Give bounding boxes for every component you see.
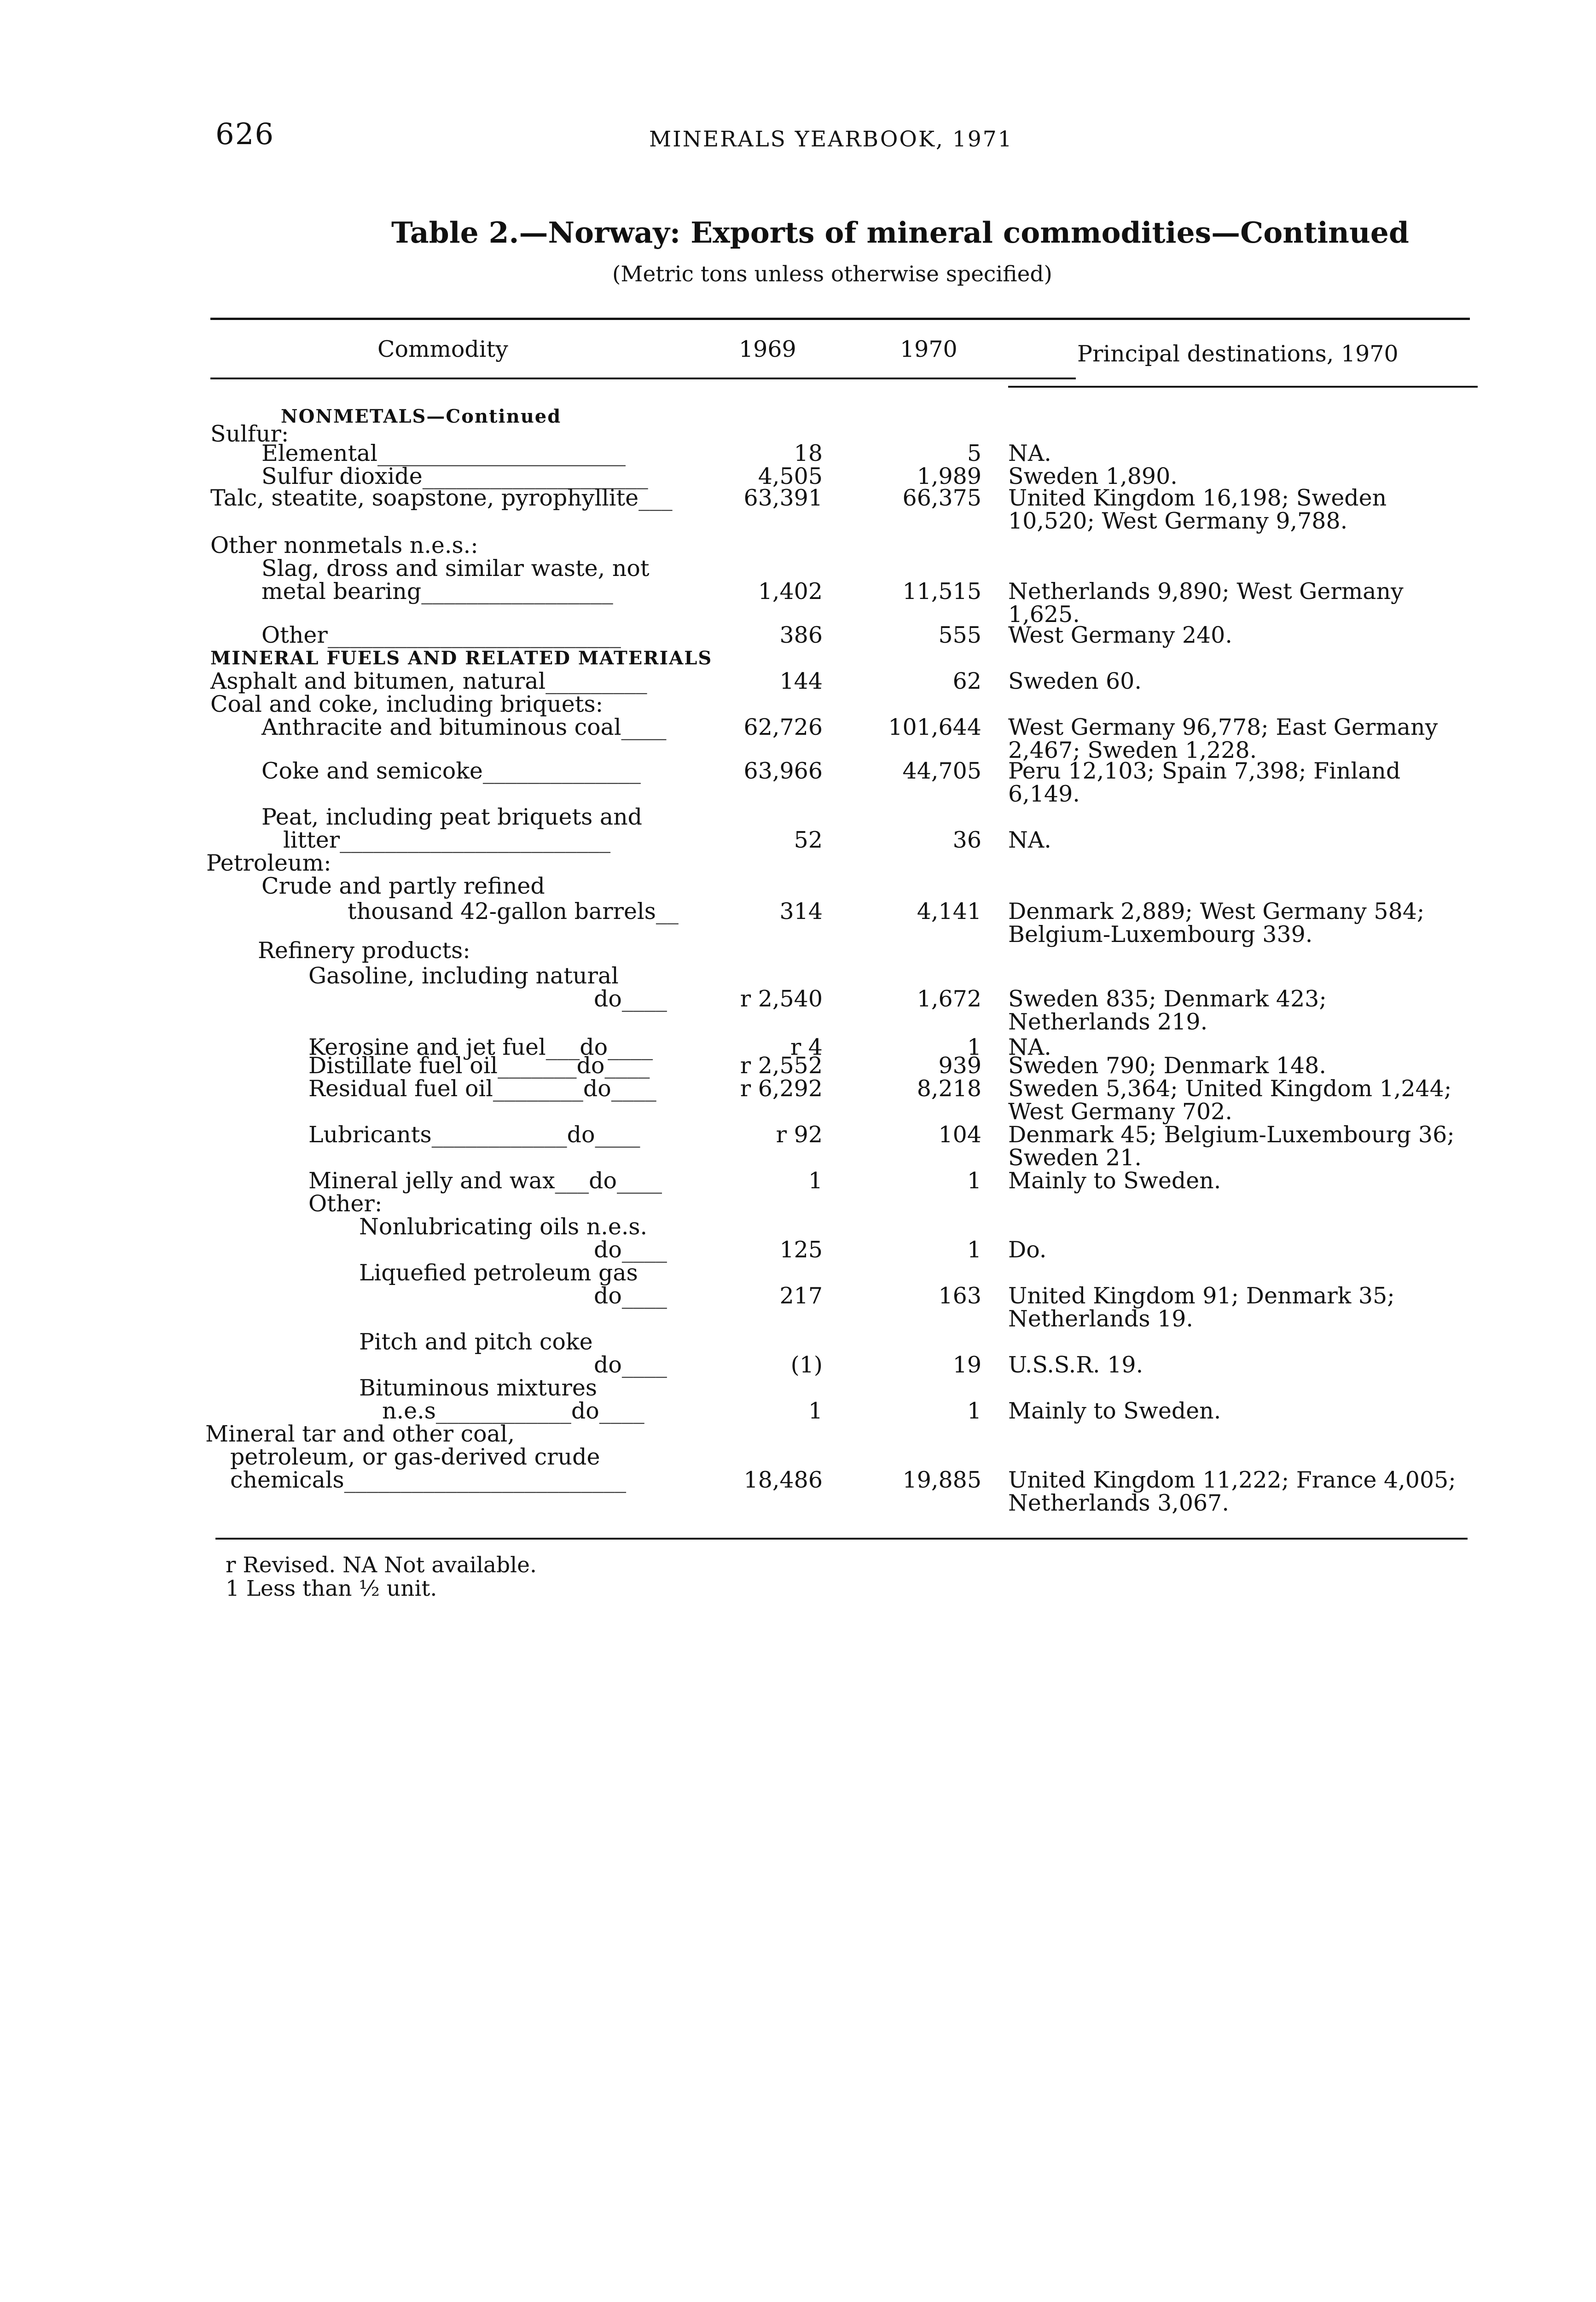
row-value-1970: 163 <box>938 1283 981 1309</box>
row-commodity: Crude and partly refined <box>261 873 545 899</box>
row-value-1969: 1,402 <box>758 578 823 605</box>
row-commodity: Gasoline, including natural <box>308 963 619 989</box>
row-commodity: Coal and coke, including briquets: <box>210 691 604 717</box>
row-value-1970: 101,644 <box>888 714 981 740</box>
row-destinations: Do. <box>1008 1237 1047 1263</box>
footnote-less-than: 1 Less than ½ unit. <box>226 1576 437 1601</box>
row-destinations: West Germany 240. <box>1008 622 1232 648</box>
row-commodity: Coke and semicoke______________ <box>261 758 641 784</box>
row-destinations: Sweden 1,890. <box>1008 463 1178 489</box>
row-value-1970: 19 <box>952 1352 981 1378</box>
table-subtitle: (Metric tons unless otherwise specified) <box>612 262 1052 287</box>
row-value-1970: 104 <box>938 1122 981 1148</box>
row-value-1970: 1 <box>967 1398 981 1424</box>
row-destinations: West Germany 96,778; East Germany 2,467; Sweden 1,228. <box>1008 714 1438 763</box>
row-value-1969: r 2,540 <box>740 986 823 1012</box>
row-destinations: NA. <box>1008 827 1051 853</box>
row-commodity: Other nonmetals n.e.s.: <box>210 532 478 558</box>
row-commodity: petroleum, or gas-derived crude <box>230 1444 600 1470</box>
row-commodity: Anthracite and bituminous coal____ <box>261 714 667 740</box>
row-value-1969: 125 <box>779 1237 823 1263</box>
row-commodity: Talc, steatite, soapstone, pyrophyllite___ <box>210 485 673 511</box>
row-commodity: Liquefied petroleum gas <box>359 1260 638 1286</box>
row-value-1969: 144 <box>779 668 823 694</box>
row-value-1969: 52 <box>794 827 823 853</box>
row-commodity: Sulfur dioxide____________________ <box>261 463 648 489</box>
row-destinations: Denmark 45; Belgium-Luxembourg 36; Sweden 21. <box>1008 1122 1455 1171</box>
row-commodity: Distillate fuel oil_______do____ <box>308 1052 650 1079</box>
row-value-1970: 44,705 <box>902 758 981 784</box>
row-commodity: do____ <box>594 1237 667 1263</box>
row-value-1970: 8,218 <box>917 1075 981 1102</box>
row-destinations: Sweden 60. <box>1008 668 1142 694</box>
row-destinations: Netherlands 9,890; West Germany 1,625. <box>1008 578 1404 628</box>
row-commodity: metal bearing_________________ <box>261 578 613 605</box>
row-value-1969: r 92 <box>776 1122 823 1148</box>
row-commodity: litter________________________ <box>283 827 611 853</box>
row-value-1970: 11,515 <box>902 578 981 605</box>
row-value-1970: 939 <box>938 1052 981 1079</box>
row-commodity: Sulfur: <box>210 421 289 447</box>
row-value-1969: 63,966 <box>743 758 823 784</box>
row-commodity: do____ <box>594 986 667 1012</box>
row-commodity: Other__________________________ <box>261 622 621 648</box>
row-destinations: Mainly to Sweden. <box>1008 1168 1221 1194</box>
row-destinations: Denmark 2,889; West Germany 584; Belgium-Luxembourg 339. <box>1008 898 1425 948</box>
row-value-1969: r 6,292 <box>740 1075 823 1102</box>
row-destinations: NA. <box>1008 1034 1051 1060</box>
row-value-1969: (1) <box>790 1352 823 1378</box>
table-title: Table 2.—Norway: Exports of mineral commodities—Continued <box>391 215 1409 250</box>
column-header-1970: 1970 <box>900 336 958 362</box>
row-destinations: Sweden 790; Denmark 148. <box>1008 1052 1326 1079</box>
row-value-1969: 18 <box>794 440 823 466</box>
row-value-1970: 1 <box>967 1237 981 1263</box>
row-value-1970: 555 <box>938 622 981 648</box>
row-destinations: United Kingdom 11,222; France 4,005; Netherlands 3,067. <box>1008 1467 1456 1516</box>
column-header-destinations: Principal destinations, 1970 <box>1077 341 1399 367</box>
row-destinations: U.S.S.R. 19. <box>1008 1352 1143 1378</box>
row-commodity: do____ <box>594 1283 667 1309</box>
row-value-1970: 36 <box>952 827 981 853</box>
row-value-1969: 386 <box>779 622 823 648</box>
row-destinations: United Kingdom 91; Denmark 35; Netherlands 19. <box>1008 1283 1395 1332</box>
row-value-1969: 63,391 <box>743 485 823 511</box>
row-value-1969: 4,505 <box>758 463 823 489</box>
row-commodity: Refinery products: <box>258 937 470 964</box>
row-value-1970: 4,141 <box>917 898 981 924</box>
row-value-1970: 19,885 <box>902 1467 981 1493</box>
row-commodity: NONMETALS—Continued <box>281 406 562 427</box>
row-commodity: Asphalt and bitumen, natural_________ <box>210 668 647 694</box>
top-rule <box>210 318 1470 320</box>
row-value-1969: r 2,552 <box>740 1052 823 1079</box>
column-header-1969: 1969 <box>739 336 796 362</box>
row-destinations: United Kingdom 16,198; Sweden 10,520; West Germany 9,788. <box>1008 485 1387 534</box>
row-commodity: Elemental______________________ <box>261 440 626 466</box>
row-commodity: MINERAL FUELS AND RELATED MATERIALS <box>210 647 713 669</box>
row-value-1970: 1 <box>967 1168 981 1194</box>
row-commodity: Petroleum: <box>206 850 331 876</box>
row-commodity: Slag, dross and similar waste, not <box>261 555 650 581</box>
row-value-1969: 217 <box>779 1283 823 1309</box>
header-rule-right <box>1008 386 1478 388</box>
row-commodity: Mineral tar and other coal, <box>205 1421 515 1447</box>
footnote-revised: r Revised. NA Not available. <box>226 1552 537 1578</box>
row-commodity: n.e.s____________do____ <box>382 1398 644 1424</box>
row-commodity: thousand 42-gallon barrels__ <box>348 898 679 924</box>
row-value-1969: 314 <box>779 898 823 924</box>
row-value-1969: 1 <box>808 1168 823 1194</box>
row-destinations: Sweden 5,364; United Kingdom 1,244; West Germany 702. <box>1008 1075 1452 1125</box>
row-commodity: Kerosine and jet fuel___do____ <box>308 1034 653 1060</box>
row-destinations: NA. <box>1008 440 1051 466</box>
row-value-1969: 18,486 <box>743 1467 823 1493</box>
bottom-rule <box>215 1538 1468 1540</box>
header-rule-left <box>210 378 1076 379</box>
row-value-1970: 1,672 <box>917 986 981 1012</box>
row-commodity: do____ <box>594 1352 667 1378</box>
row-value-1970: 5 <box>967 440 981 466</box>
row-commodity: Lubricants____________do____ <box>308 1122 640 1148</box>
row-value-1969: 1 <box>808 1398 823 1424</box>
row-commodity: Nonlubricating oils n.e.s. <box>359 1214 648 1240</box>
row-value-1970: 1 <box>967 1034 981 1060</box>
row-commodity: Bituminous mixtures <box>359 1375 597 1401</box>
row-commodity: Pitch and pitch coke <box>359 1329 593 1355</box>
row-destinations: Peru 12,103; Spain 7,398; Finland 6,149. <box>1008 758 1401 807</box>
row-value-1970: 1,989 <box>917 463 981 489</box>
row-commodity: Other: <box>308 1191 383 1217</box>
row-commodity: Peat, including peat briquets and <box>261 804 643 830</box>
row-value-1970: 62 <box>952 668 981 694</box>
row-destinations: Mainly to Sweden. <box>1008 1398 1221 1424</box>
row-destinations: Sweden 835; Denmark 423; Netherlands 219. <box>1008 986 1327 1035</box>
row-commodity: Mineral jelly and wax___do____ <box>308 1168 662 1194</box>
row-value-1969: r 4 <box>790 1034 823 1060</box>
running-head: MINERALS YEARBOOK, 1971 <box>649 127 1013 152</box>
page-number: 626 <box>215 117 275 151</box>
column-header-commodity: Commodity <box>377 336 508 362</box>
row-commodity: chemicals_________________________ <box>230 1467 627 1493</box>
row-commodity: Residual fuel oil________do____ <box>308 1075 656 1102</box>
row-value-1970: 66,375 <box>902 485 981 511</box>
row-value-1969: 62,726 <box>743 714 823 740</box>
